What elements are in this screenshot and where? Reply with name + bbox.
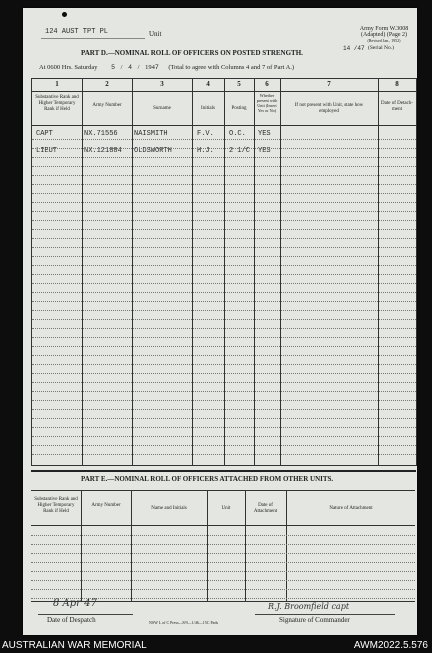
col-header-rank: Substantive Rank and Higher Temporary Rank if Held <box>35 95 79 112</box>
ruling-line <box>32 220 416 221</box>
ruling-line <box>32 166 416 167</box>
col-header-army-number: Army Number <box>92 103 122 108</box>
ruling-line <box>32 148 416 149</box>
col-divider-5 <box>254 79 255 465</box>
row-1-initials: F.V. <box>197 130 214 138</box>
part-e-title: PART E.—NOMINAL ROLL OF OFFICERS ATTACHED FROM OTHER UNITS. <box>81 475 334 483</box>
despatch-label: Date of Despatch <box>47 616 96 624</box>
unit-underline <box>41 38 145 39</box>
part-e-col-header-nature: Nature of Attachment <box>329 506 373 511</box>
row-1-number: NX.71556 <box>84 130 118 138</box>
row-2-number: NX.121884 <box>84 147 122 155</box>
ruling-line <box>32 337 416 338</box>
form-line-2: (Adapted) (Page 2) <box>361 32 407 38</box>
col-header-present: Whether present with Unit (Insert Yes or No) <box>256 93 278 113</box>
part-e-col-header-attachment-date: Date of Attachment <box>253 503 278 514</box>
part-e-header-divider <box>31 525 415 526</box>
serial-label: (Serial No.) <box>368 45 394 51</box>
col-number-2: 2 <box>105 80 109 88</box>
ruling-line <box>32 436 416 437</box>
ruling-line <box>32 265 416 266</box>
month-value: 4 <box>128 64 132 71</box>
ruling-line <box>32 283 416 284</box>
signature-label: Signature of Commander <box>279 616 350 624</box>
ruling-line <box>31 562 415 563</box>
form-page <box>23 8 417 635</box>
row-2-posting: 2 1/C <box>229 147 251 155</box>
part-e-top-rule <box>31 470 416 472</box>
unit-value: 124 AUST TPT PL <box>45 28 109 36</box>
ruling-line <box>32 418 416 419</box>
ruling-line <box>31 553 415 554</box>
total-note: (Total to agree with Columns 4 and 7 of Part A.) <box>168 64 295 71</box>
ruling-line <box>31 535 415 536</box>
ruling-line <box>32 193 416 194</box>
ruling-line <box>32 292 416 293</box>
commander-signature: R.J. Broomfield capt <box>268 602 350 611</box>
col-divider-7 <box>378 79 379 465</box>
ruling-line <box>32 319 416 320</box>
ruling-line <box>32 400 416 401</box>
year-prefix: 194 <box>145 64 155 71</box>
col-header-posting: Posting <box>231 106 247 111</box>
serial-value: 14 /47 <box>343 45 365 52</box>
ruling-line <box>32 175 416 176</box>
row-2-initials: H.J. <box>197 147 214 155</box>
col-number-8: 8 <box>395 80 399 88</box>
form-line-3: (Revised Jan., 1952) <box>367 38 401 43</box>
despatch-date: 8 Apr 47 <box>53 598 97 609</box>
col-number-7: 7 <box>327 80 331 88</box>
ruling-line <box>32 211 416 212</box>
col-divider-6 <box>280 79 281 465</box>
part-e-col-header-rank: Substantive Rank and Higher Temporary Rank if Held <box>34 497 78 514</box>
part-d-title: PART D.—NOMINAL ROLL OF OFFICERS ON POSTED STRENGTH. <box>81 49 303 57</box>
ruling-line <box>32 247 416 248</box>
part-d-table <box>31 78 417 466</box>
ruling-line <box>32 364 416 365</box>
row-1-rank: CAPT <box>36 130 53 138</box>
unit-label: Unit <box>149 30 162 38</box>
ruling-line <box>32 310 416 311</box>
ruling-line <box>32 346 416 347</box>
col-number-1: 1 <box>55 80 59 88</box>
ruling-line <box>32 229 416 230</box>
col-header-employment: If not present with Unit, state how employed <box>294 103 364 114</box>
press-note: NSW L of C Press—8/9—1/46—15C Pads <box>149 620 219 625</box>
ruling-line <box>32 427 416 428</box>
ruling-line <box>32 373 416 374</box>
col-number-5: 5 <box>237 80 241 88</box>
form-id <box>353 26 415 44</box>
col-header-detachment-date: Date of Detach-ment <box>381 101 413 112</box>
row-2-rank: LIEUT <box>36 147 58 155</box>
ruling-line <box>32 202 416 203</box>
ruling-line <box>32 274 416 275</box>
ruling-line <box>31 544 415 545</box>
ruling-line <box>32 301 416 302</box>
part-e-col-header-unit: Unit <box>221 506 231 511</box>
form-line-1: Army Form W.3008 <box>359 26 409 32</box>
part-e-col-header-army-number: Army Number <box>91 503 121 508</box>
at-prefix: At 0600 Hrs. Saturday <box>39 64 98 71</box>
col-header-initials: Initials <box>201 106 215 111</box>
ruling-line <box>31 580 415 581</box>
row-2-surname: OLDSWORTH <box>134 147 172 155</box>
row-1-present: YES <box>258 130 271 138</box>
ruling-line <box>32 391 416 392</box>
ruling-line <box>32 139 416 140</box>
signature-underline <box>255 614 395 615</box>
strength-date-line: At 0600 Hrs. Saturday 5 / 4 / 1947 (Total to agree with Columns 4 and 7 of Part A.) <box>39 64 295 71</box>
col-divider-4 <box>224 79 225 465</box>
row-1-surname: NAISMITH <box>134 130 168 138</box>
part-e-col-header-name: Name and Initials <box>151 506 187 511</box>
col-number-4: 4 <box>206 80 210 88</box>
year-suffix: 7 <box>154 64 159 71</box>
archive-caption-left: AUSTRALIAN WAR MEMORIAL <box>2 640 147 651</box>
col-divider-2 <box>132 79 133 465</box>
day-value: 5 <box>111 64 116 71</box>
ruling-line <box>32 355 416 356</box>
ruling-line <box>32 157 416 158</box>
row-2-present: YES <box>258 147 271 155</box>
ruling-line <box>32 256 416 257</box>
row-1-posting: O.C. <box>229 130 246 138</box>
archive-caption-right: AWM2022.5.576 <box>353 640 428 651</box>
ruling-line <box>32 184 416 185</box>
ruling-line <box>31 589 415 590</box>
ruling-line <box>32 382 416 383</box>
ruling-line <box>32 454 416 455</box>
col-header-surname: Surname <box>153 106 171 111</box>
ruling-line <box>32 409 416 410</box>
col-number-3: 3 <box>160 80 164 88</box>
col-number-6: 6 <box>265 80 269 88</box>
col-divider-3 <box>192 79 193 465</box>
despatch-underline <box>38 614 133 615</box>
col-divider-1 <box>82 79 83 465</box>
ruling-line <box>31 571 415 572</box>
part-e-table <box>31 490 415 602</box>
ruling-line <box>32 238 416 239</box>
punch-hole <box>62 12 67 17</box>
ruling-line <box>32 445 416 446</box>
ruling-line <box>32 328 416 329</box>
